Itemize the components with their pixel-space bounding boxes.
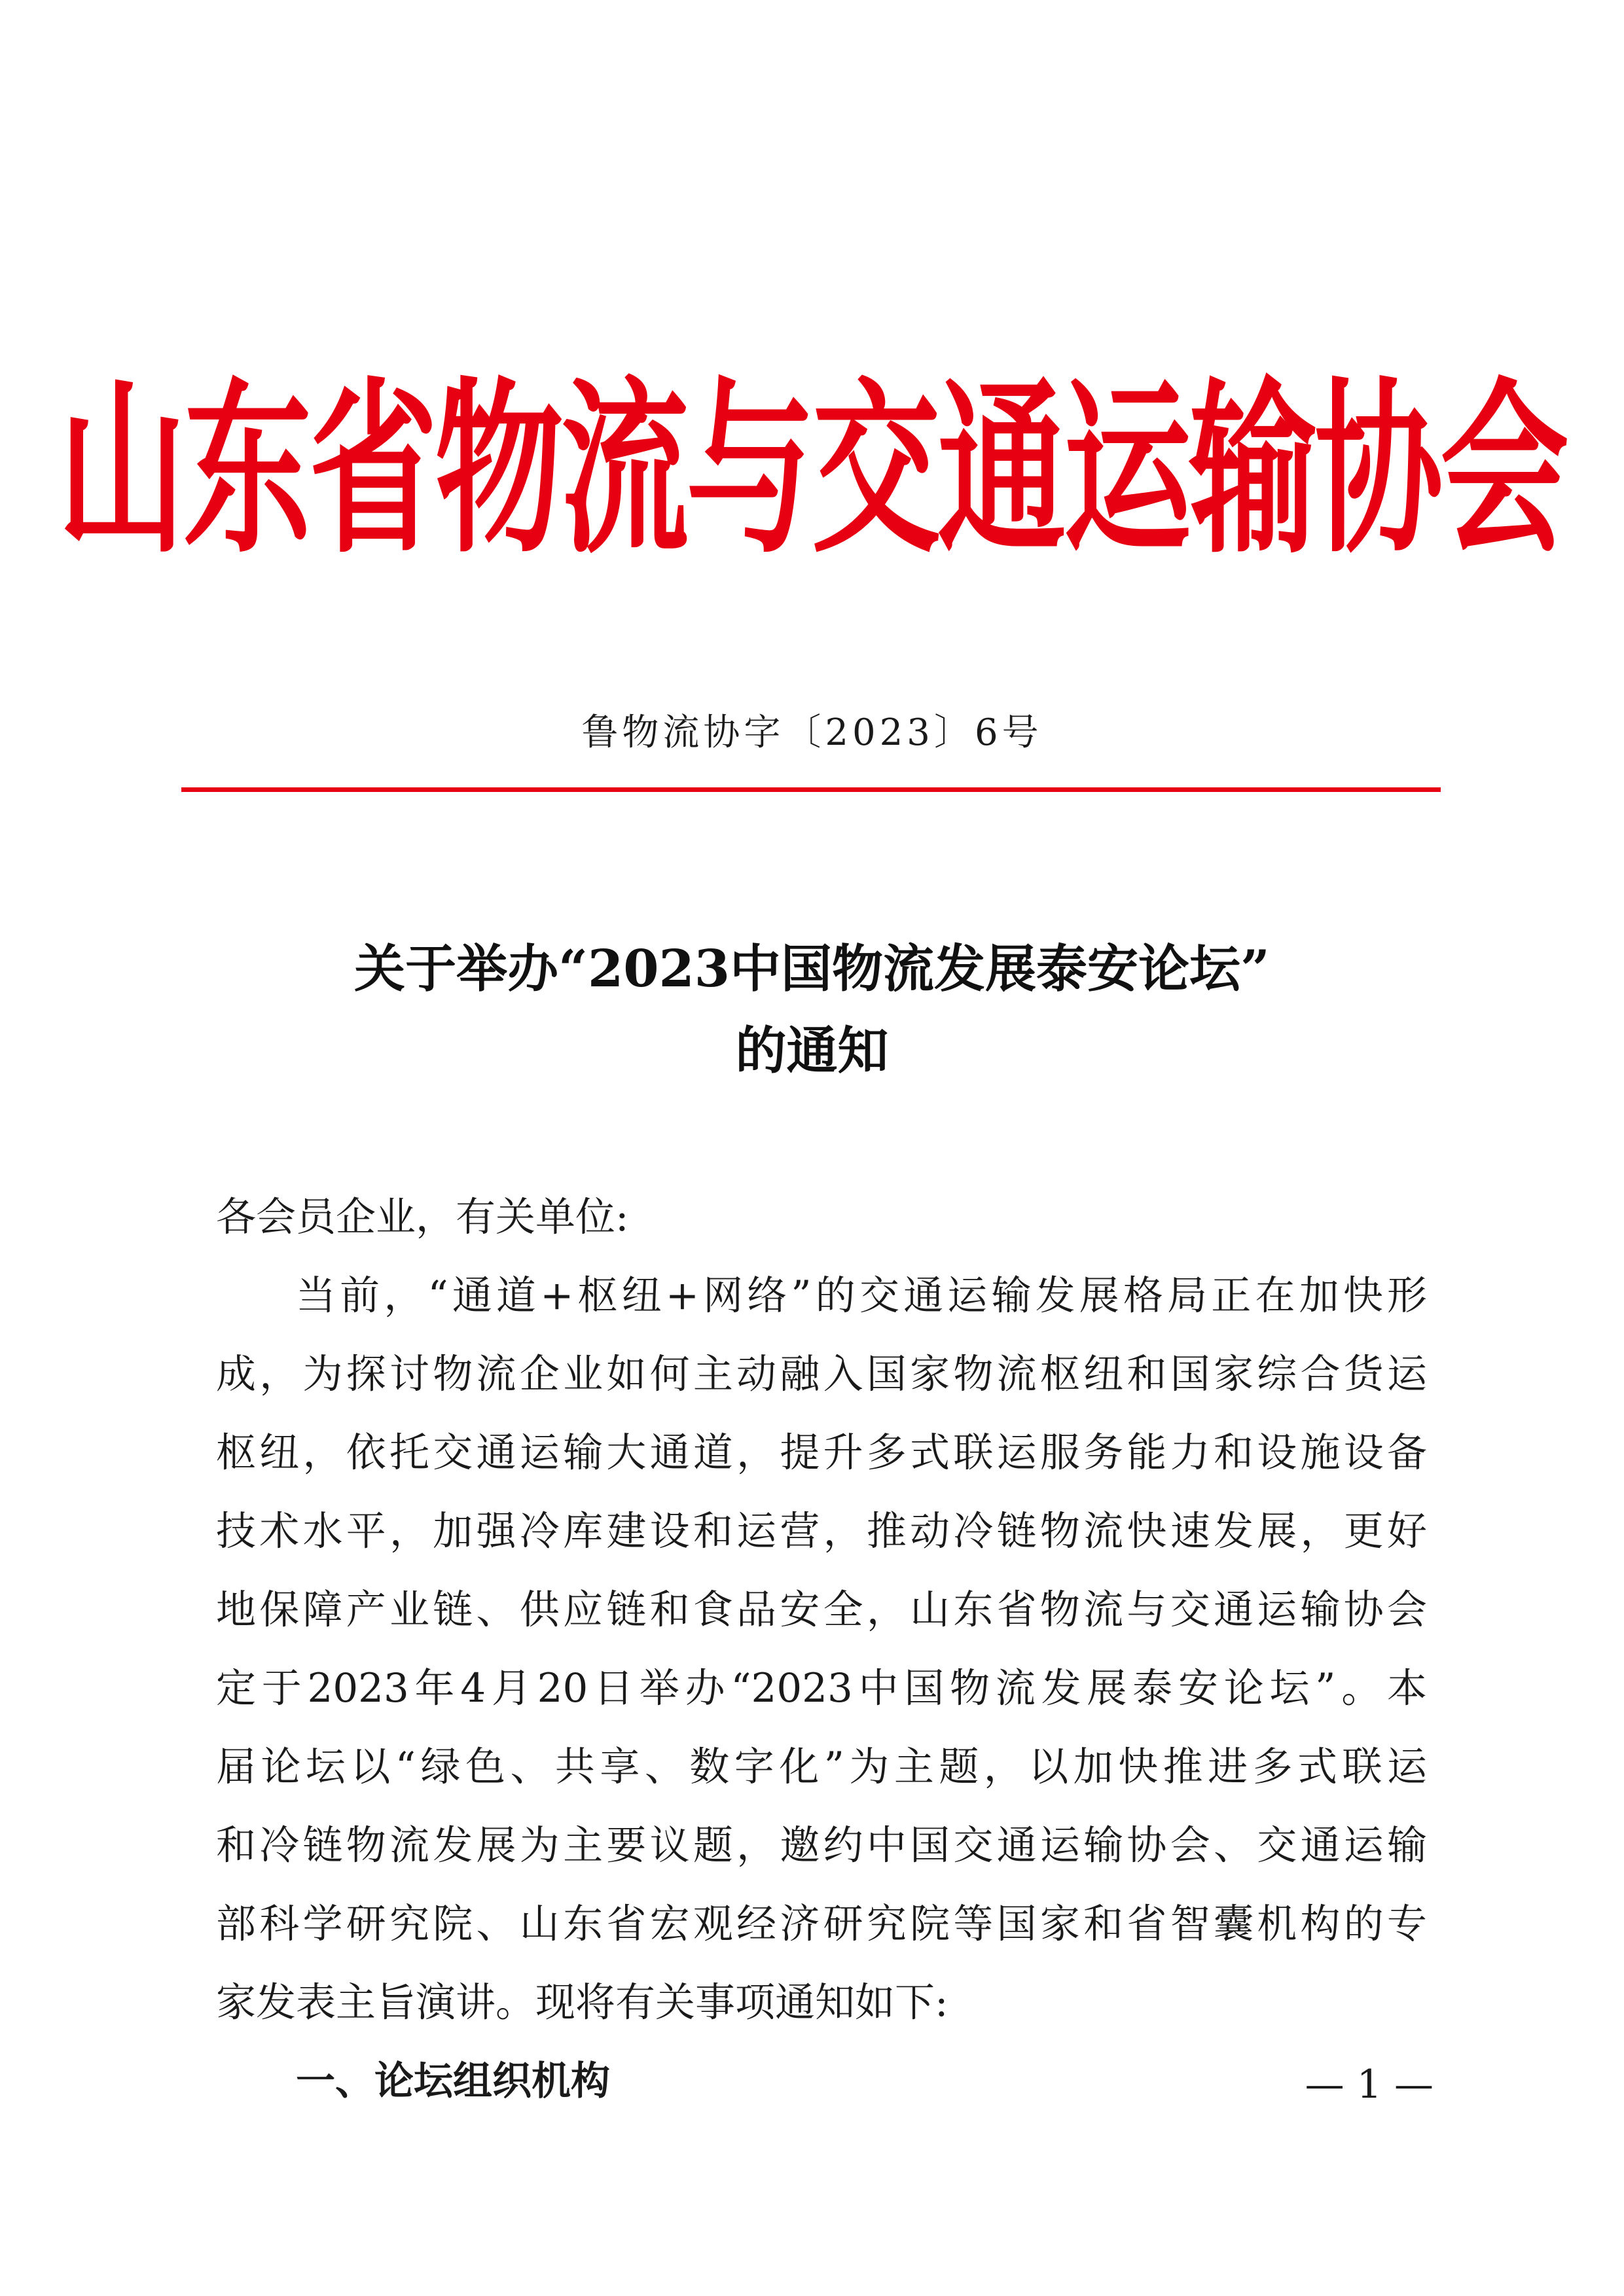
section-heading: 一、论坛组织机构 — [296, 2058, 610, 2104]
paragraph-line: 家发表主旨演讲。现将有关事项通知如下: — [216, 1979, 948, 2026]
notice-title — [0, 928, 1624, 1092]
paragraph-line: 定于2023年4月20日举办“2023中国物流发展泰安论坛”。本 — [216, 1665, 1427, 1712]
notice-title-line-2: 的通知 — [735, 1021, 889, 1081]
document-number: 鲁物流协字〔2023〕6号 — [581, 711, 1043, 754]
page-number: — 1 — — [1305, 2062, 1434, 2108]
paragraph-line: 当前，“通道+枢纽+网络”的交通运输发展格局正在加快形 — [296, 1272, 1427, 1319]
paragraph-line: 枢纽，依托交通运输大通道，提升多式联运服务能力和设施设备 — [216, 1429, 1427, 1476]
masthead-organization-name: 山东省物流与交通运输协会 — [58, 360, 1566, 579]
paragraph-line: 地保障产业链、供应链和食品安全，山东省物流与交通运输协会 — [216, 1587, 1427, 1633]
paragraph-line: 成，为探讨物流企业如何主动融入国家物流枢纽和国家综合货运 — [216, 1351, 1427, 1397]
paragraph-line: 部科学研究院、山东省宏观经济研究院等国家和省智囊机构的专 — [216, 1901, 1427, 1947]
notice-body — [216, 1178, 1427, 2121]
notice-title-line-1: 关于举办“2023中国物流发展泰安论坛” — [354, 939, 1270, 999]
paragraph-line: 技术水平，加强冷库建设和运营，推动冷链物流快速发展，更好 — [216, 1508, 1427, 1554]
body-paragraph — [216, 1257, 1427, 2042]
red-divider-rule — [181, 787, 1441, 792]
salutation: 各会员企业，有关单位: — [216, 1194, 629, 1240]
paragraph-line: 和冷链物流发展为主要议题，邀约中国交通运输协会、交通运输 — [216, 1822, 1427, 1869]
paragraph-line: 届论坛以“绿色、共享、数字化”为主题，以加快推进多式联运 — [216, 1744, 1427, 1790]
